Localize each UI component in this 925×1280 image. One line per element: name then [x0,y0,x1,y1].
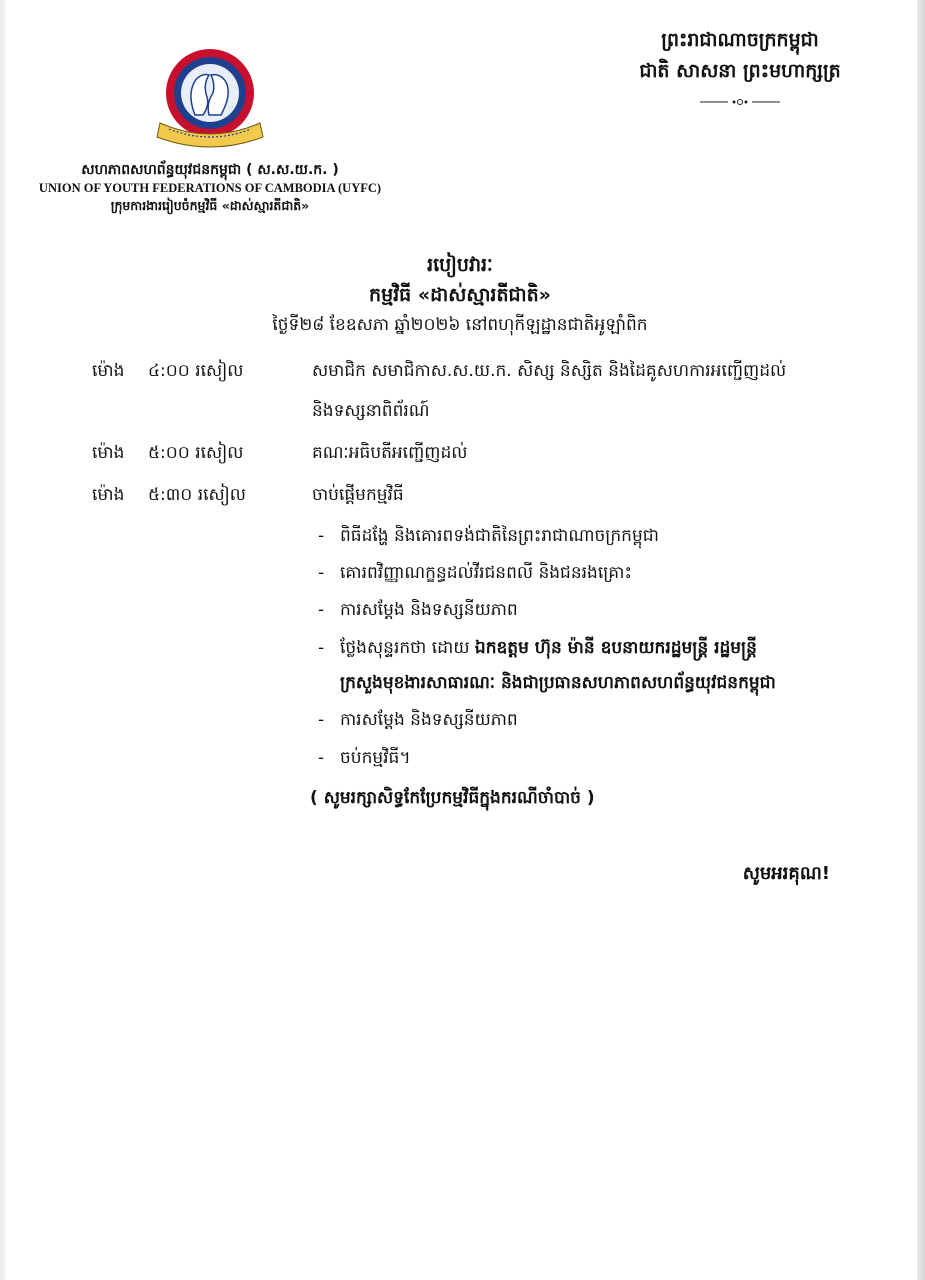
bullet-dash: - [318,748,325,768]
ornament-divider-icon [700,97,780,107]
schedule-time: ៥:០០ រសៀល [148,443,244,463]
organization-name-km: សហភាពសហព័ន្ធយុវជនកម្ពុជា ( ស.ស.យ.ក. ) [81,162,339,178]
agenda-item-text: ការសម្តែង និងទស្សនីយភាព [340,600,518,620]
closing-thanks: សូមអរគុណ! [742,863,830,884]
bullet-dash: - [318,638,325,658]
program-title: កម្មវិធី «ដាស់ស្មារតីជាតិ» [369,284,551,306]
uyfc-logo-icon [155,45,265,150]
program-header [150,250,770,340]
agenda-item-text [340,635,757,661]
speaker-name: ឯកឧត្តម ហ៊ុន ម៉ានី ឧបនាយករដ្ឋមន្ត្រី រដ្ឋមន្ត្រី [474,638,757,658]
schedule-description: សមាជិក សមាជិកាស.ស.យ.ក. សិស្ស និស្សិត និងដៃគូសហការអញ្ជើញដល់ [312,361,787,381]
agenda-label: របៀបវារៈ [427,254,493,276]
bullet-dash: - [318,600,325,620]
kingdom-line-2: ជាតិ សាសនា ព្រះមហាក្សត្រ [639,60,841,82]
schedule-time: ៥:៣០ រសៀល [148,485,246,505]
agenda-item-text: ចប់កម្មវិធី។ [340,748,411,768]
agenda-item-text: ពិធីដង្ហែ និងគោរពទង់ជាតិនៃព្រះរាជាណាចក្រកម្ពុជា [340,526,659,546]
kingdom-motto [600,25,880,107]
speech-prefix: ថ្លែងសុន្ទរកថា ដោយ [340,638,475,658]
page-left-edge [0,0,6,1280]
schedule-hour-label: ម៉ោង [92,443,125,463]
schedule-time: ៤:០០ រសៀល [148,361,244,381]
schedule-hour-label: ម៉ោង [92,485,125,505]
page-right-edge [917,0,925,1280]
kingdom-line-1: ព្រះរាជាណាចក្រកម្ពុជា [661,29,819,51]
schedule-hour-label: ម៉ោង [92,361,125,381]
bullet-dash: - [318,526,325,546]
organization-header [20,160,400,216]
bullet-dash: - [318,563,325,583]
schedule-description: ចាប់ផ្តើមកម្មវិធី [312,485,404,505]
program-date-place: ថ្ងៃទី២៨ ខែឧសភា ឆ្នាំ២០២៦ នៅពហុកីឡដ្ឋានជាតិអូឡាំពិក [272,315,648,335]
agenda-item-text: ការសម្តែង និងទស្សនីយភាព [340,710,518,730]
schedule-description: គណៈអធិបតីអញ្ជើញដល់ [312,443,468,463]
reservation-note: ( សូមរក្សាសិទ្ធកែប្រែកម្មវិធីក្នុងករណីចាំបាច់ ) [310,788,595,808]
agenda-item-text: គោរពវិញ្ញាណក្ខន្ធដល់វីរជនពលី និងជនរងគ្រោះ [340,563,632,583]
schedule-description-line2: និងទស្សនាពិព័រណ៍ [312,401,430,421]
organization-name-en: UNION OF YOUTH FEDERATIONS OF CAMBODIA (UYFC) [38,181,382,195]
speaker-title-line2: ក្រសួងមុខងារសាធារណៈ និងជាប្រធានសហភាពសហព័ន្ធយុវជនកម្ពុជា [340,673,776,693]
bullet-dash: - [318,710,325,730]
organizing-committee: ក្រុមការងាររៀបចំកម្មវិធី «ដាស់ស្មារតីជាតិ» [110,198,310,213]
